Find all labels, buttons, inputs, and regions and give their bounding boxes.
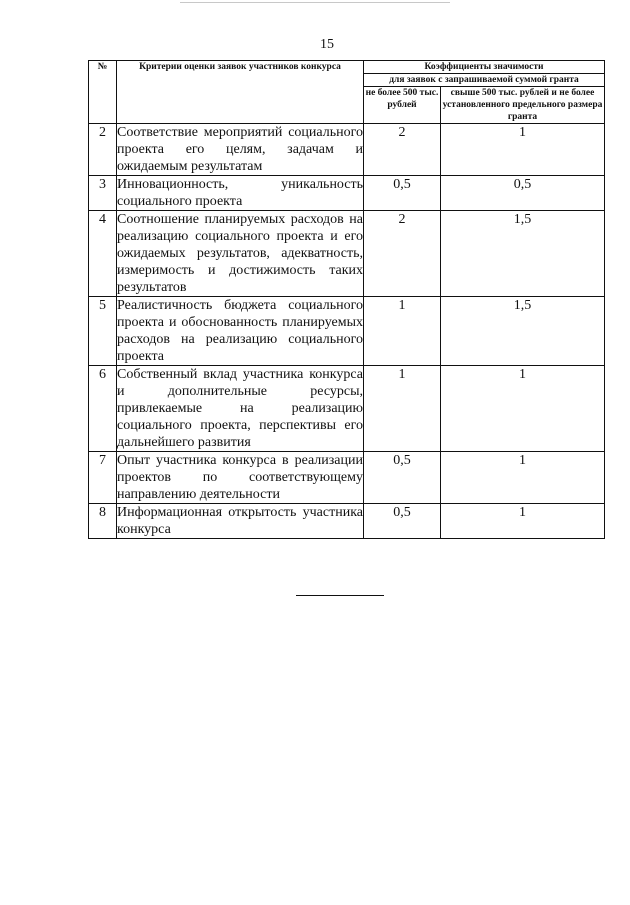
row-criterion: Инновационность, уникальность социального проекта bbox=[117, 177, 363, 209]
row-criterion: Соотношение планируемых расходов на реализацию социального проекта и его ожидаемых результатов, адекватность, измеримость и достижимость таких результатов bbox=[117, 212, 363, 295]
row-criterion: Информационная открытость участника конкурса bbox=[117, 505, 363, 537]
table-row bbox=[89, 452, 605, 504]
header-coefficients bbox=[364, 61, 605, 74]
row-number: 5 bbox=[89, 297, 117, 366]
row-number: 4 bbox=[89, 211, 117, 297]
row-coef-low: 1 bbox=[364, 297, 441, 366]
row-number: 8 bbox=[89, 504, 117, 539]
row-criterion: Собственный вклад участника конкурса и дополнительные ресурсы, привлекаемые на реализацию социального проекта, перспективы его дальнейшего развития bbox=[117, 367, 363, 450]
row-coef-high: 0,5 bbox=[441, 176, 605, 211]
page-number: 15 bbox=[320, 37, 334, 52]
row-criterion: Реалистичность бюджета социального проекта и обоснованность планируемых расходов на реализацию социального проекта bbox=[117, 298, 363, 364]
header-for-requests: для заявок с запрашиваемой суммой гранта bbox=[364, 74, 605, 87]
table-body bbox=[89, 124, 605, 539]
criteria-table bbox=[88, 60, 605, 539]
row-number: 6 bbox=[89, 366, 117, 452]
table-row bbox=[89, 124, 605, 176]
row-coef-high: 1 bbox=[441, 504, 605, 539]
row-coef-low: 1 bbox=[364, 366, 441, 452]
row-number: 2 bbox=[89, 124, 117, 176]
header-num: № bbox=[89, 61, 117, 124]
row-number: 7 bbox=[89, 452, 117, 504]
table-row bbox=[89, 504, 605, 539]
table-row bbox=[89, 211, 605, 297]
row-coef-high: 1 bbox=[441, 124, 605, 176]
row-coef-high: 1 bbox=[441, 452, 605, 504]
row-coef-low: 2 bbox=[364, 211, 441, 297]
row-coef-high: 1,5 bbox=[441, 297, 605, 366]
end-separator-line bbox=[296, 595, 384, 596]
row-coef-low: 0,5 bbox=[364, 504, 441, 539]
row-coef-low: 2 bbox=[364, 124, 441, 176]
row-coef-low: 0,5 bbox=[364, 176, 441, 211]
table-row bbox=[89, 297, 605, 366]
row-coef-low: 0,5 bbox=[364, 452, 441, 504]
row-criterion: Соответствие мероприятий социального проекта его целям, задачам и ожидаемым результатам bbox=[117, 125, 363, 174]
header-criteria: Критерии оценки заявок участников конкурса bbox=[117, 61, 364, 124]
row-number: 3 bbox=[89, 176, 117, 211]
header-coefficients-label: Коэффициенты значимости bbox=[424, 62, 544, 72]
table-row bbox=[89, 176, 605, 211]
table-row bbox=[89, 366, 605, 452]
header-col-low: не более 500 тыс. рублей bbox=[364, 87, 441, 124]
row-coef-high: 1 bbox=[441, 366, 605, 452]
top-scan-line bbox=[180, 2, 450, 3]
row-criterion: Опыт участника конкурса в реализации проектов по соответствующему направлению деятельности bbox=[117, 453, 363, 502]
row-coef-high: 1,5 bbox=[441, 211, 605, 297]
header-col-high: свыше 500 тыс. рублей и не более установленного предельного размера гранта bbox=[441, 87, 605, 124]
